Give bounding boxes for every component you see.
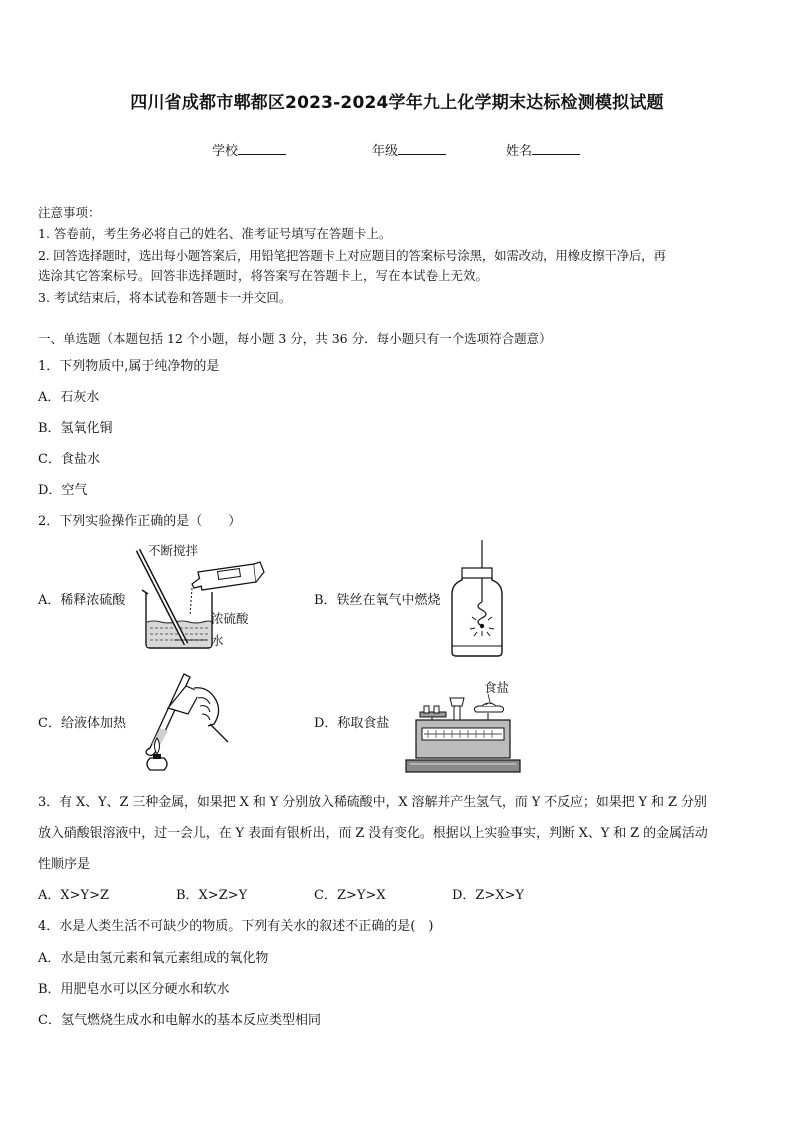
option-d: D．空气 bbox=[38, 483, 88, 498]
question-stem: 3．有 X、Y、Z 三种金属，如果把 X 和 Y 分别放入稀硫酸中，X 溶解并产生氢气，而 Y 不反应；如果把 Y 和 Z 分别 bbox=[38, 795, 707, 810]
salt-label: 食盐 bbox=[484, 680, 510, 695]
question-stem-cont: 性顺序是 bbox=[38, 857, 91, 872]
question-stem: 2．下列实验操作正确的是（ ） bbox=[38, 514, 242, 529]
option-c: C．Z>Y>X bbox=[314, 888, 386, 903]
school-label: 学校 bbox=[212, 144, 239, 159]
stir-label: 不断搅拌 bbox=[148, 543, 199, 558]
option-a: A．X>Y>Z bbox=[38, 888, 110, 903]
figure-dilute-acid bbox=[132, 540, 272, 652]
option-b: B．X>Z>Y bbox=[176, 888, 248, 903]
grade-label: 年级 bbox=[372, 144, 399, 159]
option-d: D．称取食盐 bbox=[314, 716, 390, 731]
figure-iron-burning bbox=[448, 540, 508, 658]
option-c: C．给液体加热 bbox=[38, 716, 126, 731]
question-stem: 1．下列物质中,属于纯净物的是 bbox=[38, 359, 220, 374]
option-c: C．氢气燃烧生成水和电解水的基本反应类型相同 bbox=[38, 1013, 321, 1028]
page-title: 四川省成都市郫都区2023-2024学年九上化学期末达标检测模拟试题 bbox=[130, 93, 664, 113]
notice-heading: 注意事项： bbox=[38, 205, 101, 220]
question-stem-cont: 放入硝酸银溶液中，过一会儿，在 Y 表面有银析出，而 Z 没有变化。根据以上实验事实，判断 X、Y 和 Z 的金属活动 bbox=[38, 826, 708, 841]
question-stem: 4．水是人类生活不可缺少的物质。下列有关水的叙述不正确的是( ) bbox=[38, 919, 434, 934]
option-c: C．食盐水 bbox=[38, 452, 100, 467]
option-a: A．稀释浓硫酸 bbox=[38, 593, 126, 608]
notice-item: 2. 回答选择题时，选出每小题答案后，用铅笔把答题卡上对应题目的答案标号涂黑，如需改动，用橡皮擦干净后，再 bbox=[38, 248, 666, 263]
grade-field bbox=[372, 140, 446, 159]
option-b: B．氢氧化铜 bbox=[38, 421, 113, 436]
acid-label: 浓硫酸 bbox=[211, 611, 249, 626]
name-field bbox=[506, 140, 580, 159]
option-d: D．Z>X>Y bbox=[452, 888, 525, 903]
notice-item: 1. 答卷前，考生务必将自己的姓名、准考证号填写在答题卡上。 bbox=[38, 226, 392, 241]
notice-item: 3. 考试结束后，将本试卷和答题卡一并交回。 bbox=[38, 290, 292, 305]
notice-item: 选涂其它答案标号。回答非选择题时，将答案写在答题卡上，写在本试卷上无效。 bbox=[38, 268, 489, 283]
school-field bbox=[212, 140, 286, 159]
option-a: A．水是由氢元素和氧元素组成的氧化物 bbox=[38, 951, 269, 966]
grade-blank bbox=[398, 142, 446, 155]
option-a: A．石灰水 bbox=[38, 390, 100, 405]
option-b: B．用肥皂水可以区分硬水和软水 bbox=[38, 982, 230, 997]
water-label: 水 bbox=[211, 633, 224, 648]
name-blank bbox=[532, 142, 580, 155]
section-heading: 一、单选题（本题包括 12 个小题，每小题 3 分，共 36 分．每小题只有一个选项符合题意） bbox=[38, 331, 552, 346]
option-b: B．铁丝在氧气中燃烧 bbox=[314, 593, 441, 608]
name-label: 姓名 bbox=[506, 144, 533, 159]
figure-balance bbox=[402, 676, 526, 776]
figure-heating-liquid bbox=[138, 666, 238, 778]
school-blank bbox=[238, 142, 286, 155]
